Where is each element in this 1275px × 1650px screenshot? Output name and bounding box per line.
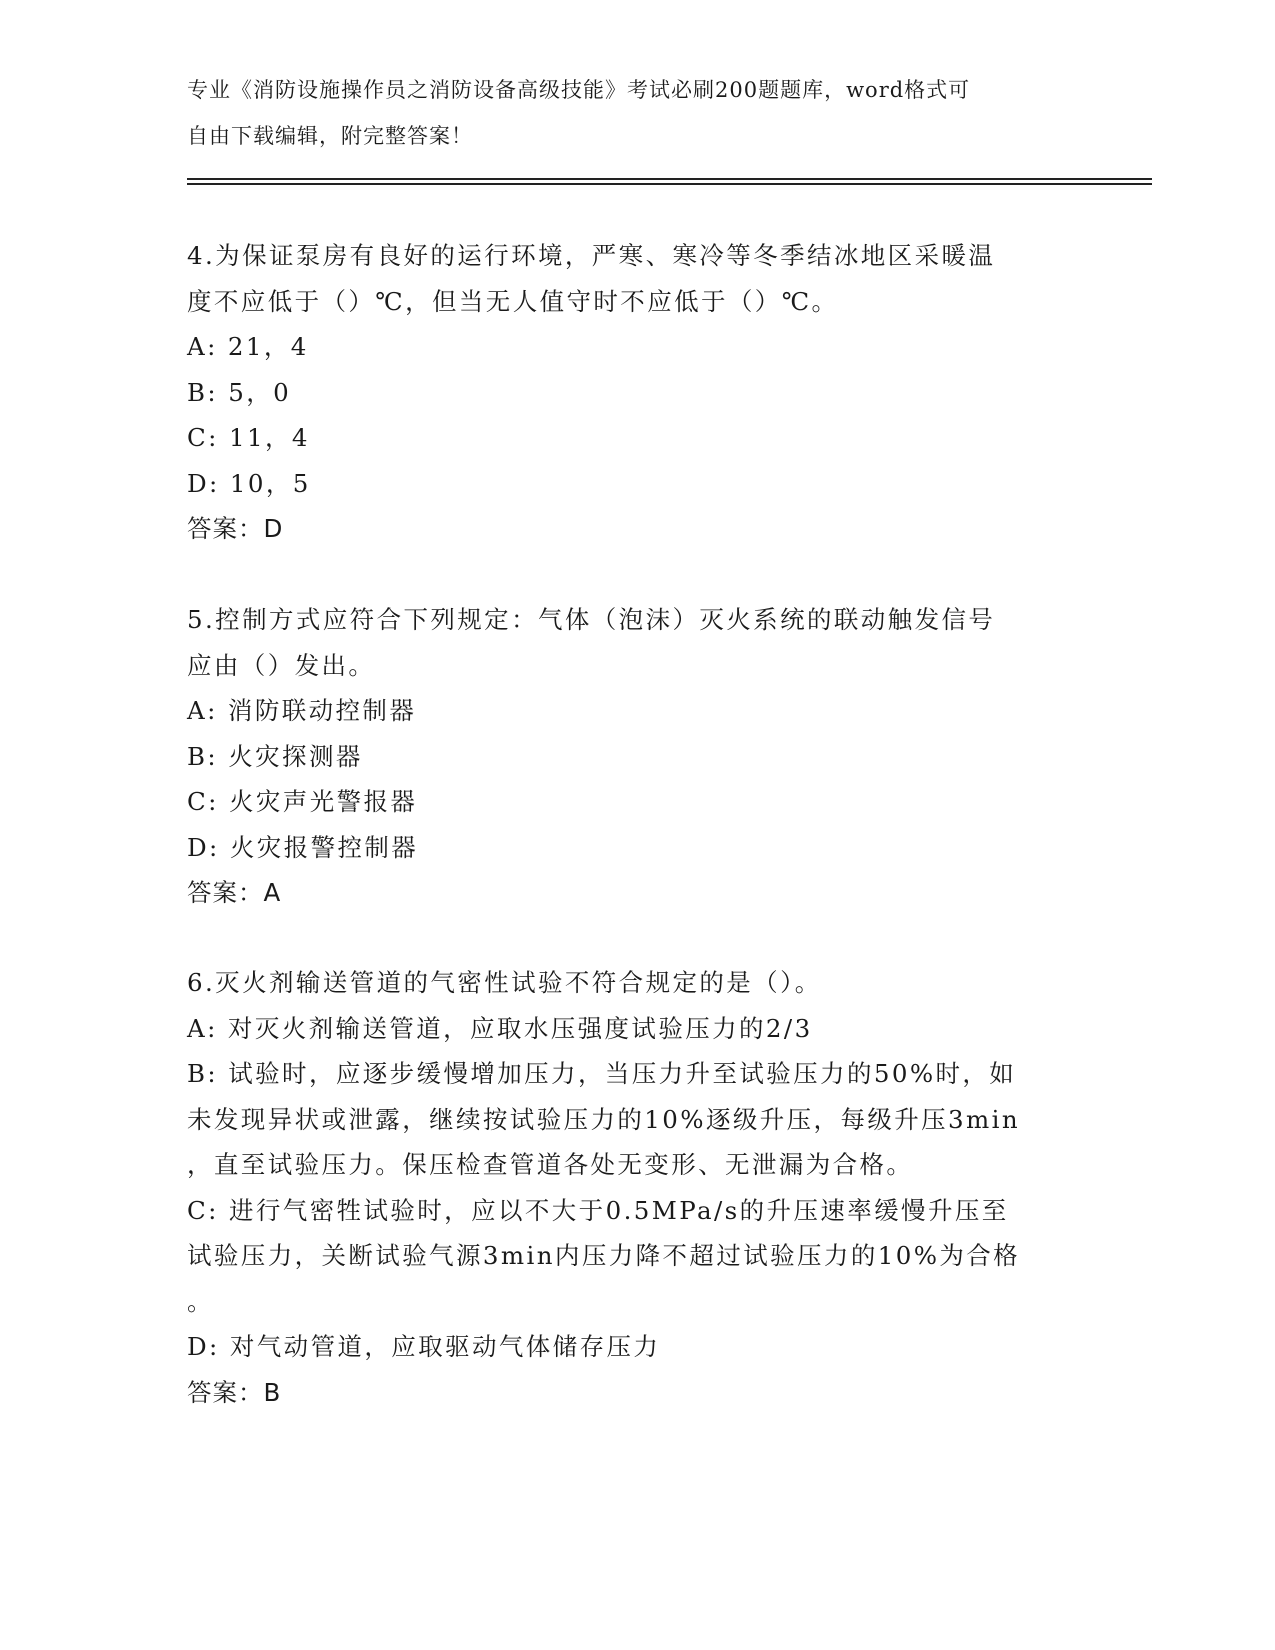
option-b-line-1: B: 试验时，应逐步缓慢增加压力，当压力升至试验压力的50%时，如 — [187, 1059, 1017, 1088]
answer-label: 答案：A — [187, 878, 282, 907]
option-b: B: 火灾探测器 — [187, 741, 363, 771]
option-d: D: 火灾报警控制器 — [187, 832, 419, 862]
option-c-line-3: 。 — [187, 1286, 214, 1316]
option-c-line-1: C: 进行气密牲试验时，应以不大于0.5MPa/s的升压速率缓慢升压至 — [187, 1195, 1009, 1225]
option-c: C: 11，4 — [187, 423, 310, 452]
document-header — [187, 74, 1067, 165]
option-c: C: 火灾声光警报器 — [187, 787, 418, 816]
question-stem-line: 应由（）发出。 — [187, 650, 376, 680]
option-d: D: 10，5 — [187, 468, 311, 498]
question-stem-line: 5.控制方式应符合下列规定：气体（泡沫）灭火系统的联动触发信号 — [187, 605, 996, 634]
question-stem-line: 4.为保证泵房有良好的运行环境，严寒、寒冷等冬季结冰地区采暖温 — [187, 241, 996, 270]
question-4 — [187, 233, 1067, 552]
header-divider-bottom — [187, 183, 1152, 185]
question-stem-line: 6.灭火剂输送管道的气密性试验不符合规定的是（）。 — [187, 968, 822, 997]
question-6 — [187, 960, 1067, 1415]
option-c-line-2: 试验压力，关断试验气源3min内压力降不超过试验压力的10%为合格 — [187, 1241, 1021, 1270]
answer-label: 答案：D — [187, 514, 284, 543]
option-b-line-3: ，直至试验压力。保压检查管道各处无变形、无泄漏为合格。 — [187, 1150, 914, 1179]
option-a: A: 21，4 — [187, 332, 309, 361]
option-d: D: 对气动管道，应取驱动气体储存压力 — [187, 1332, 661, 1361]
question-5 — [187, 597, 1067, 916]
option-a: A: 消防联动控制器 — [187, 696, 417, 725]
answer-label: 答案：B — [187, 1377, 282, 1407]
option-b-line-2: 未发现异状或泄露，继续按试验压力的10%逐级升压，每级升压3min — [187, 1104, 1021, 1134]
question-stem-line: 度不应低于（）℃，但当无人值守时不应低于（）℃。 — [187, 286, 839, 316]
option-b: B: 5，0 — [187, 377, 292, 407]
option-a: A: 对灭火剂输送管道，应取水压强度试验压力的2/3 — [187, 1013, 813, 1043]
header-line-1: 专业《消防设施操作员之消防设备高级技能》考试必刷200题题库，word格式可 — [187, 78, 971, 102]
header-divider-top — [187, 178, 1152, 180]
header-line-2: 自由下载编辑，附完整答案！ — [187, 123, 473, 148]
